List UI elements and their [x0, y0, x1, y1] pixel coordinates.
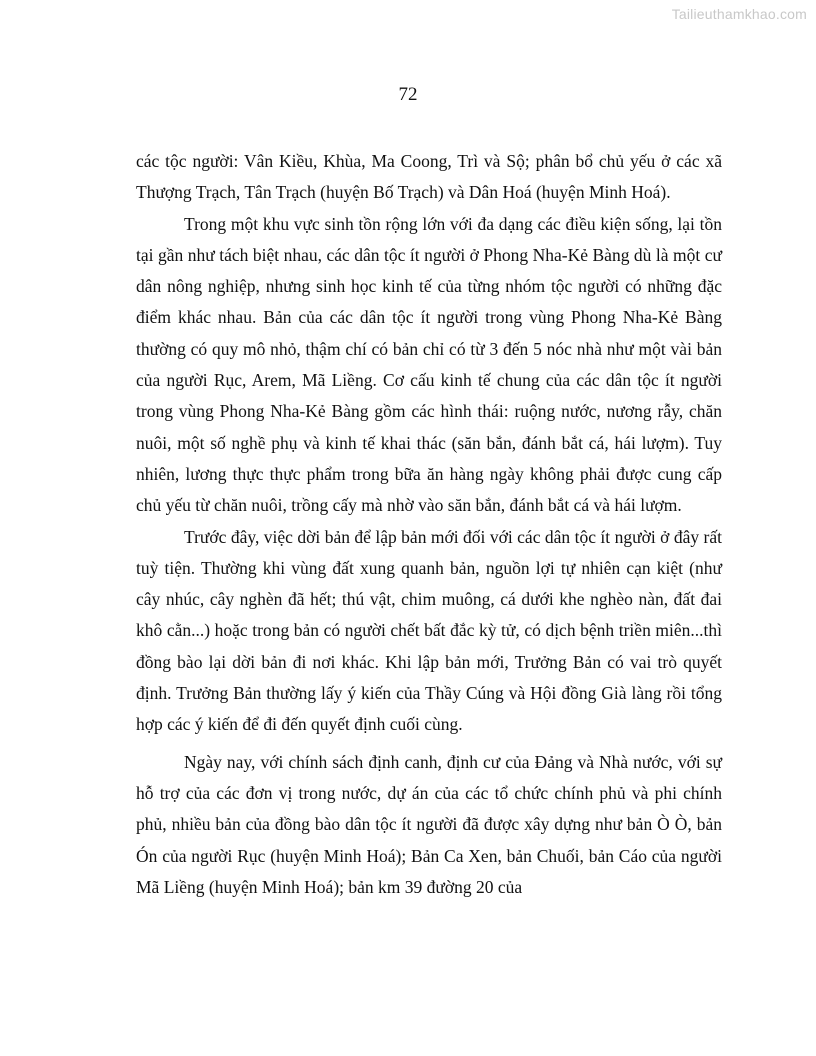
body-text: [136, 146, 722, 903]
page-number: 72: [398, 84, 418, 105]
paragraph-1: các tộc người: Vân Kiều, Khùa, Ma Coong, Trì và Sộ; phân bổ chủ yếu ở các xã Thượng Trạch, Tân Trạch (huyện Bố Trạch) và Dân Hoá (huyện Minh Hoá).: [136, 151, 722, 203]
paragraph-2: Trong một khu vực sinh tồn rộng lớn với đa dạng các điều kiện sống, lại tồn tại gần như tách biệt nhau, các dân tộc ít người ở Phong Nha-Kẻ Bàng dù là một cư dân nông nghiệp, nhưng sinh học kinh tế của từng nhóm tộc người có những đặc điểm khác nhau. Bản của các dân tộc ít người trong vùng Phong Nha-Kẻ Bàng thường có quy mô nhỏ, thậm chí có bản chỉ có từ 3 đến 5 nóc nhà như một vài bản của người Rục, Arem, Mã Liềng. Cơ cấu kinh tế chung của các dân tộc ít người trong vùng Phong Nha-Kẻ Bàng gồm các hình thái: ruộng nước, nương rẫy, chăn nuôi, một số nghề phụ và kinh tế khai thác (săn bắn, đánh bắt cá, hái lượm). Tuy nhiên, lương thực thực phẩm trong bữa ăn hàng ngày không phải được cung cấp chủ yếu từ chăn nuôi, trồng cấy mà nhờ vào săn bắn, đánh bắt cá và hái lượm.: [136, 213, 722, 516]
paragraph-4: Ngày nay, với chính sách định canh, định cư của Đảng và Nhà nước, với sự hỗ trợ của các đơn vị trong nước, dự án của các tổ chức chính phủ và phi chính phủ, nhiều bản của đồng bào dân tộc ít người đã được xây dựng như bản Ò Ò, bản Ón của người Rục (huyện Minh Hoá); Bản Ca Xen, bản Chuối, bản Cáo của người Mã Liềng (huyện Minh Hoá); bản km 39 đường 20 của: [136, 751, 722, 897]
watermark: Tailieuthamkhao.com: [671, 6, 807, 22]
paragraph-3: Trước đây, việc dời bản để lập bản mới đối với các dân tộc ít người ở đây rất tuỳ tiện. Thường khi vùng đất xung quanh bản, nguồn lợi tự nhiên cạn kiệt (như cây nhúc, cây nghèn đã hết; thú vật, chim muông, cá dưới khe nghèo nàn, đất đai khô cằn...) hoặc trong bản có người chết bất đắc kỳ tử, có dịch bệnh triền miên...thì đồng bào lại dời bản đi nơi khác. Khi lập bản mới, Trưởng Bản có vai trò quyết định. Trưởng Bản thường lấy ý kiến của Thầy Cúng và Hội đồng Già làng rồi tổng hợp các ý kiến để đi đến quyết định cuối cùng.: [136, 526, 722, 735]
